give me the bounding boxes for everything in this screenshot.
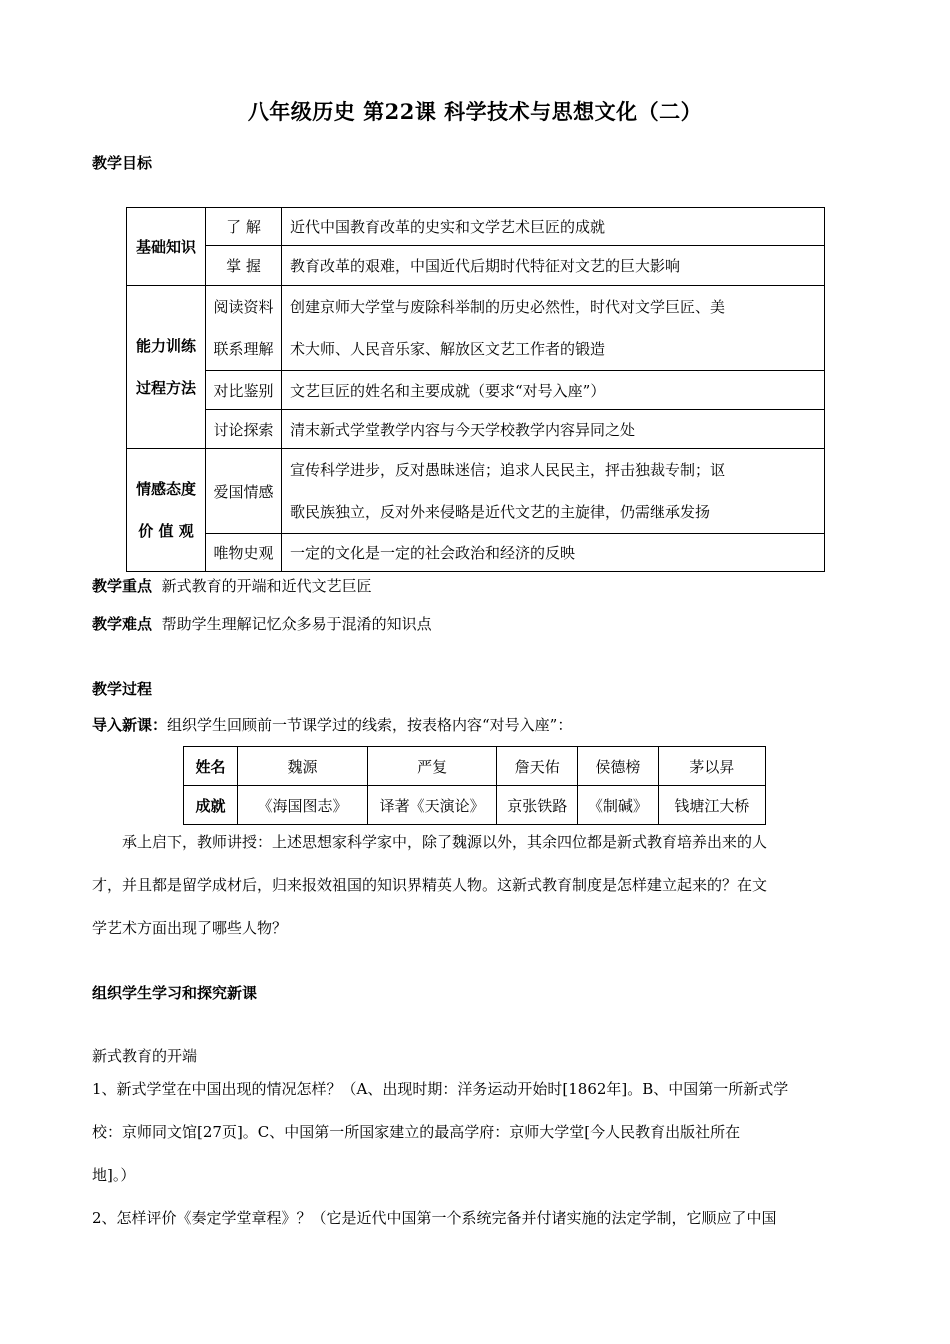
paragraph-line: 2、怎样评价《奏定学堂章程》？（它是近代中国第一个系统完备并付诸实施的法定学制，它顺应了中国 [92, 1209, 777, 1227]
achievement-cell: 《制碱》 [578, 786, 659, 825]
basic-category: 基础知识 [127, 208, 206, 286]
row-label: 掌 握 [206, 246, 282, 286]
row-text: 一定的文化是一定的社会政治和经济的反映 [282, 534, 825, 572]
row-text: 近代中国教育改革的史实和文学艺术巨匠的成就 [282, 208, 825, 246]
transition-paragraph [92, 821, 860, 950]
people-table [183, 746, 766, 825]
key-point [92, 575, 372, 596]
label-line: 联系理解 [213, 340, 274, 358]
row-text: 文艺巨匠的姓名和主要成就（要求“对号入座”） [282, 371, 825, 410]
row-text: 清末新式学堂教学内容与今天学校教学内容异同之处 [282, 410, 825, 449]
question-2 [92, 1197, 860, 1240]
achievement-label: 成就 [184, 786, 238, 825]
table-row [127, 246, 825, 286]
text-line: 术大师、人民音乐家、解放区文艺工作者的锻造 [290, 340, 606, 358]
row-label: 了 解 [206, 208, 282, 246]
row-label [206, 286, 282, 371]
row-label: 爱国情感 [206, 449, 282, 534]
goals-heading: 教学目标 [92, 154, 153, 172]
paragraph-line: 1、新式学堂在中国出现的情况怎样？（A、出现时期：洋务运动开始时[1862年]。B、中国第一所新式学 [92, 1080, 789, 1098]
study-heading: 组织学生学习和探究新课 [92, 984, 258, 1002]
table-row [127, 449, 825, 534]
achievement-cell: 译著《天演论》 [367, 786, 497, 825]
process-heading: 教学过程 [92, 680, 153, 698]
paragraph-line: 学艺术方面出现了哪些人物？ [92, 919, 288, 937]
intro-text: 组织学生回顾前一节课学过的线索，按表格内容“对号入座”： [167, 716, 573, 734]
name-cell: 茅以昇 [658, 747, 765, 786]
paragraph-line: 校：京师同文馆[27页]。C、中国第一所国家建立的最高学府：京师大学堂[今人民教育出版社所在 [92, 1123, 741, 1141]
name-cell: 詹天佑 [497, 747, 578, 786]
row-label: 讨论探索 [206, 410, 282, 449]
table-row [127, 208, 825, 246]
row-text [282, 449, 825, 534]
goals-table [126, 207, 825, 572]
row-text: 教育改革的艰难，中国近代后期时代特征对文艺的巨大影响 [282, 246, 825, 286]
table-row [127, 286, 825, 371]
table-row [127, 371, 825, 410]
table-row [127, 410, 825, 449]
paragraph-line: 承上启下，教师讲授：上述思想家科学家中，除了魏源以外，其余四位都是新式教育培养出来的人 [122, 833, 768, 851]
label-line: 阅读资料 [213, 298, 274, 316]
table-row [184, 747, 766, 786]
category-line: 能力训练 [135, 337, 196, 355]
achievement-cell: 《海国图志》 [238, 786, 368, 825]
row-label: 对比鉴别 [206, 371, 282, 410]
difficult-point [92, 613, 432, 634]
name-cell: 严复 [367, 747, 497, 786]
paragraph-line: 地]。） [92, 1166, 136, 1184]
name-cell: 侯德榜 [578, 747, 659, 786]
emotion-category [127, 449, 206, 572]
page-title: 八年级历史 第22课 科学技术与思想文化（二） [247, 99, 703, 124]
table-row [184, 786, 766, 825]
name-cell: 魏源 [238, 747, 368, 786]
difficult-point-text: 帮助学生理解记忆众多易于混淆的知识点 [161, 615, 432, 633]
name-label: 姓名 [184, 747, 238, 786]
paragraph-line: 才，并且都是留学成材后，归来报效祖国的知识界精英人物。这新式教育制度是怎样建立起来的？在文 [92, 876, 768, 894]
achievement-cell: 钱塘江大桥 [658, 786, 765, 825]
achievement-cell: 京张铁路 [497, 786, 578, 825]
row-text [282, 286, 825, 371]
key-point-label: 教学重点 [92, 577, 153, 595]
category-line: 过程方法 [135, 379, 196, 397]
ability-category [127, 286, 206, 449]
category-line: 情感态度 [135, 480, 196, 498]
question-1 [92, 1068, 860, 1197]
section-title: 新式教育的开端 [92, 1047, 198, 1065]
text-line: 宣传科学进步，反对愚昧迷信；追求人民民主，抨击独裁专制；讴 [290, 461, 726, 479]
intro-label: 导入新课： [92, 716, 168, 734]
difficult-point-label: 教学难点 [92, 615, 153, 633]
key-point-text: 新式教育的开端和近代文艺巨匠 [161, 577, 372, 595]
intro [92, 714, 572, 735]
table-row [127, 534, 825, 572]
row-label: 唯物史观 [206, 534, 282, 572]
text-line: 歌民族独立，反对外来侵略是近代文艺的主旋律，仍需继承发扬 [290, 503, 711, 521]
text-line: 创建京师大学堂与废除科举制的历史必然性，时代对文学巨匠、美 [290, 298, 726, 316]
category-line: 价 值 观 [138, 522, 194, 540]
